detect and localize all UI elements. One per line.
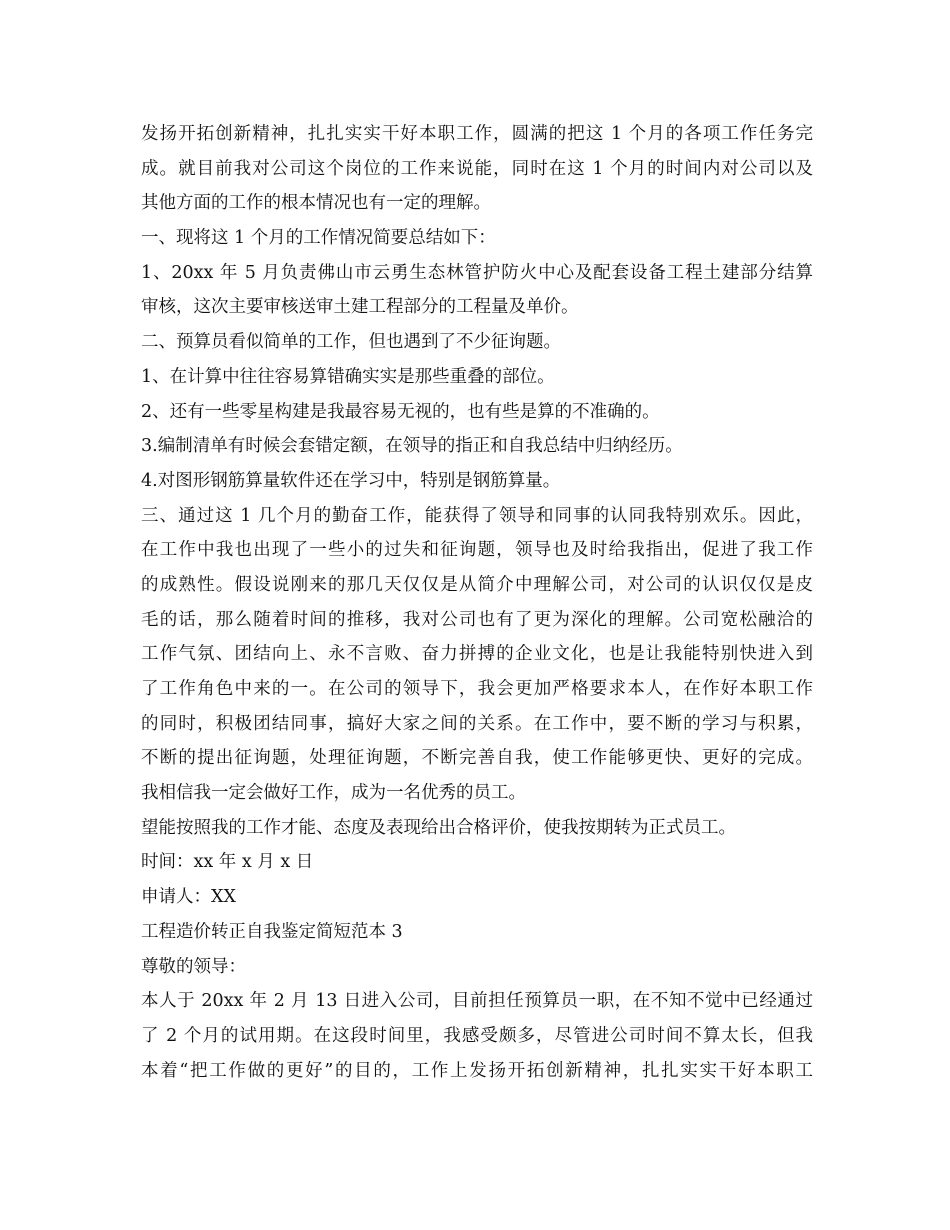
text-line: 申请人：XX [141,887,236,908]
text-line: 成。就目前我对公司这个岗位的工作来说能，同时在这 1 个月的时间内对公司以及 [141,158,813,179]
text-line: 毛的话，那么随着时间的推移，我对公司也有了更为深化的理解。公司宽松融洽的 [141,609,813,630]
text-line: 3.编制清单有时候会套错定额，在领导的指正和自我总结中归纳经历。 [141,436,683,457]
text-line: 尊敬的领导： [141,956,246,977]
text-line: 了 2 个月的试用期。在这段时间里，我感受颇多，尽管进公司时间不算太长，但我 [141,1025,813,1046]
text-line: 工作气氛、团结向上、永不言败、奋力拼搏的企业文化，也是让我能特别快进入到 [141,644,813,665]
text-line: 的同时，积极团结同事，搞好大家之间的关系。在工作中，要不断的学习与积累， [141,713,813,734]
text-line: 2、还有一些零星构建是我最容易无视的，也有些是算的不准确的。 [141,401,660,422]
text-line: 在工作中我也出现了一些小的过失和征询题，领导也及时给我指出，促进了我工作 [141,540,813,561]
text-line: 1、在计算中往往容易算错确实实是那些重叠的部位。 [141,366,555,387]
text-line: 发扬开拓创新精神，扎扎实实干好本职工作，圆满的把这 1 个月的各项工作任务完 [141,124,813,144]
text-line: 我相信我一定会做好工作，成为一名优秀的员工。 [141,783,526,804]
document-body [141,117,813,1088]
text-line: 的成熟性。假设说刚来的那几天仅仅是从简介中理解公司，对公司的认识仅仅是皮 [141,574,813,595]
document-page [141,117,813,1088]
text-line: 三、通过这 1 几个月的勤奋工作，能获得了领导和同事的认同我特别欢乐。因此， [141,505,813,526]
text-line: 不断的提出征询题，处理征询题，不断完善自我，使工作能够更快、更好的完成。 [141,748,813,769]
text-line: 二、预算员看似简单的工作，但也遇到了不少征询题。 [141,332,561,353]
text-line: 工程造价转正自我鉴定简短范本 3 [141,921,403,942]
text-line: 1、20xx 年 5 月负责佛山市云勇生态林管护防火中心及配套设备工程土建部分结算 [141,262,813,283]
text-line: 审核，这次主要审核送审土建工程部分的工程量及单价。 [141,297,579,318]
text-line: 其他方面的工作的根本情况也有一定的理解。 [141,193,491,214]
text-line: 了工作角色中来的一。在公司的领导下，我会更加严格要求本人，在作好本职工作 [141,679,813,699]
text-line: 4.对图形钢筋算量软件还在学习中，特别是钢筋算量。 [141,470,561,491]
text-line: 本着“把工作做的更好”的目的，工作上发扬开拓创新精神，扎扎实实干好本职工 [141,1060,813,1081]
text-line: 望能按照我的工作才能、态度及表现给出合格评价，使我按期转为正式员工。 [141,817,736,838]
text-line: 一、现将这 1 个月的工作情况简要总结如下： [141,228,496,249]
text-line: 时间：xx 年 x 月 x 日 [141,852,314,873]
text-line: 本人于 20xx 年 2 月 13 日进入公司，目前担任预算员一职，在不知不觉中已经通过 [141,991,813,1012]
